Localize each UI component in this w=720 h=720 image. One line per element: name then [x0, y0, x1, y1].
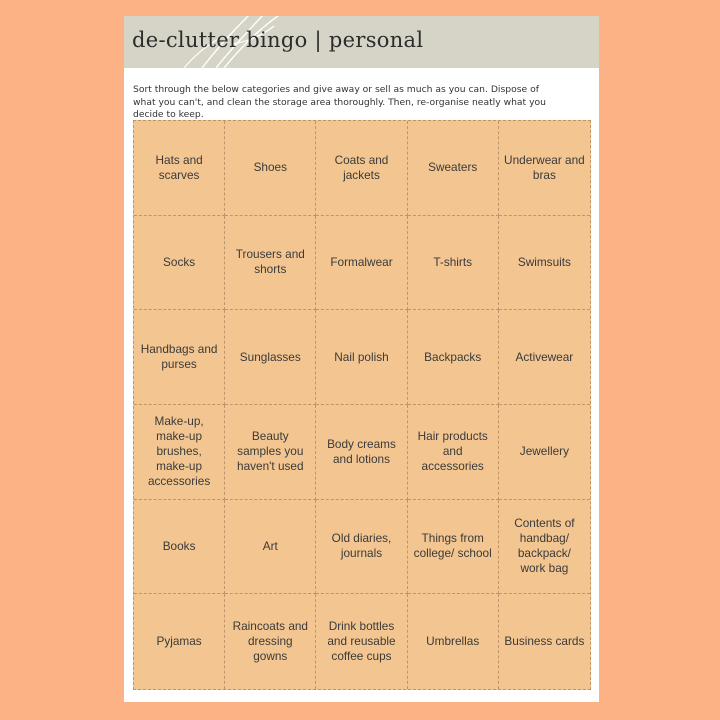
bingo-cell: Swimsuits [499, 216, 590, 311]
bingo-cell: Formalwear [316, 216, 407, 311]
bingo-cell: Drink bottles and reusable coffee cups [316, 594, 407, 689]
bingo-cell: Jewellery [499, 405, 590, 500]
bingo-cell: Socks [134, 216, 225, 311]
bingo-cell: Old diaries, journals [316, 500, 407, 595]
page-title: de-clutter bingo | personal [132, 28, 424, 52]
bingo-cell: Underwear and bras [499, 121, 590, 216]
bingo-cell: Pyjamas [134, 594, 225, 689]
bingo-cell: T-shirts [408, 216, 499, 311]
instructions-text: Sort through the below categories and give away or sell as much as you can. Dispose of what you can't, and clean the storage area thoroughly. Then, re-organise neatly what you decide to keep. [133, 84, 546, 120]
bingo-cell: Things from college/ school [408, 500, 499, 595]
bingo-cell: Hair products and accessories [408, 405, 499, 500]
bingo-cell: Business cards [504, 634, 585, 649]
bingo-sheet [124, 16, 599, 702]
bingo-cell: Coats and jackets [316, 121, 407, 216]
bingo-cell: Shoes [225, 121, 316, 216]
bingo-cell: Sweaters [408, 121, 499, 216]
header-band [124, 16, 599, 68]
bingo-cell: Make-up, make-up brushes, make-up accessories [134, 405, 225, 500]
bingo-cell: Sunglasses [225, 310, 316, 405]
bingo-cell: Beauty samples you haven't used [225, 405, 316, 500]
bingo-cell: Trousers and shorts [225, 216, 316, 311]
bingo-cell: Contents of handbag/ backpack/ work bag [499, 500, 590, 595]
bingo-cell: Activewear [499, 310, 590, 405]
bingo-grid [133, 120, 591, 690]
bingo-cell: Body creams and lotions [316, 405, 407, 500]
bingo-cell: Nail polish [316, 310, 407, 405]
bingo-cell: Books [134, 500, 225, 595]
bingo-cell: Backpacks [408, 310, 499, 405]
bingo-cell: Art [225, 500, 316, 595]
bingo-cell: Hats and scarves [134, 121, 225, 216]
bingo-cell: Raincoats and dressing gowns [225, 594, 316, 689]
bingo-cell: Handbags and purses [134, 310, 225, 405]
bingo-cell: Umbrellas [408, 594, 499, 689]
